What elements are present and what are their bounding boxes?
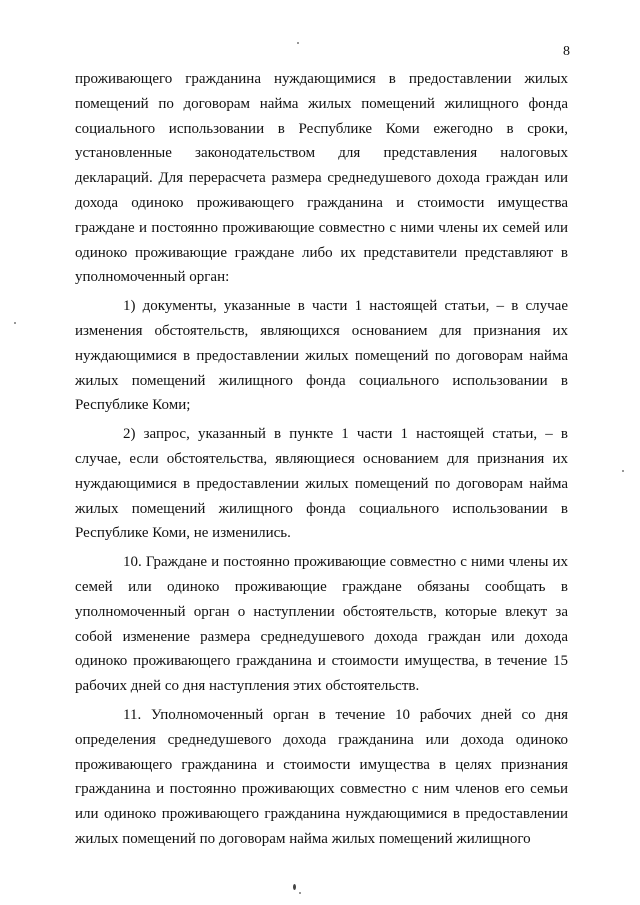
page-number: 8 (563, 44, 570, 59)
document-body (75, 67, 568, 852)
scan-speck (293, 884, 296, 890)
scan-speck (299, 892, 301, 894)
paragraph-continuation: проживающего гражданина нуждающимися в предоставлении жилых помещений по договорам найма жилых помещений жилищного фонда социального использовании в Республике Коми ежегодно в сроки, установленные законодательством для представления налоговых деклараций. Для перерасчета размера среднедушевого дохода граждан или дохода одиноко проживающего гражданина и стоимости имущества граждане и постоянно проживающие совместно с ними члены их семей или одиноко проживающие граждане либо их представители представляют в уполномоченный орган: (75, 71, 568, 286)
scan-speck (297, 42, 299, 44)
paragraph-section-11: 11. Уполномоченный орган в течение 10 рабочих дней со дня определения среднедушевого дохода гражданина или дохода одиноко проживающего гражданина и стоимости имущества в целях признания гражданина и постоянно проживающих совместно с ним членов его семьи или одиноко проживающего гражданина нуждающимися в предоставлении жилых помещений по договорам найма жилых помещений жилищного (75, 706, 568, 847)
paragraph-item-1: 1) документы, указанные в части 1 настоящей статьи, – в случае изменения обстоятельств, являющихся основанием для признания их нуждающимися в предоставлении жилых помещений по договорам найма жилых помещений жилищного фонда социального использовании в Республике Коми; (75, 298, 568, 414)
paragraph-item-2: 2) запрос, указанный в пункте 1 части 1 настоящей статьи, – в случае, если обстоятельства, являющиеся основанием для признания их нуждающимися в предоставлении жилых помещений по договорам найма жилых помещений жилищного фонда социального использовании в Республике Коми, не изменились. (75, 426, 568, 542)
scan-speck (622, 470, 624, 472)
scan-speck (14, 322, 16, 324)
paragraph-section-10: 10. Граждане и постоянно проживающие совместно с ними члены их семей или одиноко проживающие граждане обязаны сообщать в уполномоченный орган о наступлении обстоятельств, которые влекут за собой изменение размера среднедушевого дохода граждан или дохода одиноко проживающего гражданина и стоимости имущества, в течение 15 рабочих дней со дня наступления этих обстоятельств. (75, 554, 568, 695)
